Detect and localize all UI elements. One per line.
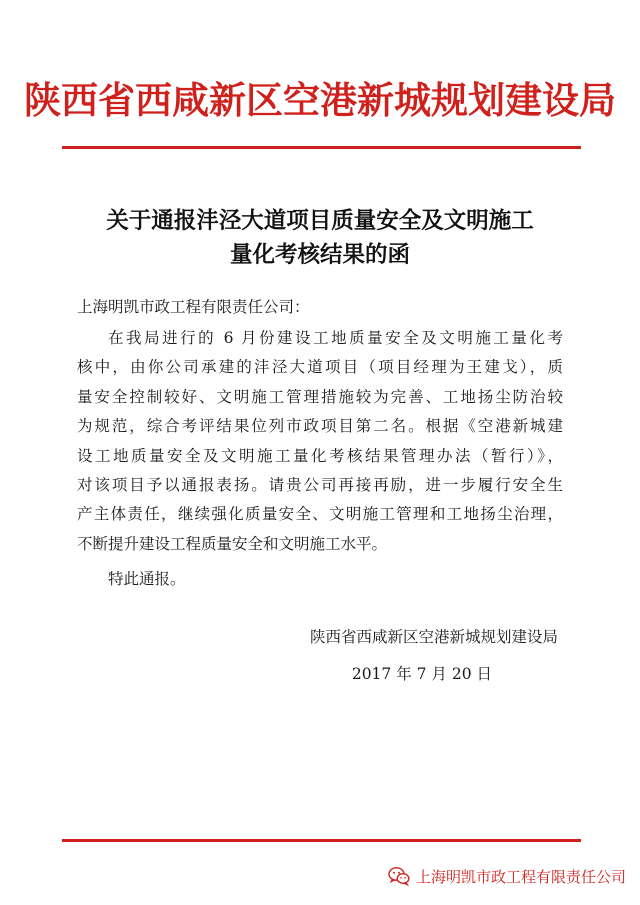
- document-title-line: 关于通报沣泾大道项目质量安全及文明施工: [106, 208, 534, 234]
- body-line: 量安全控制较好、文明施工管理措施较为完善、工地扬尘防治较: [77, 387, 563, 406]
- body-paragraph: [77, 324, 563, 559]
- body-line: 核中，由你公司承建的沣泾大道项目（项目经理为王建戈），质: [77, 358, 563, 377]
- body-line: 为规范，综合考评结果位列市政项目第二名。根据《空港新城建: [77, 417, 563, 436]
- body-line: 产主体责任，继续强化质量安全、文明施工管理和工地扬尘治理，: [77, 505, 563, 524]
- recipient: 上海明凯市政工程有限责任公司：: [77, 298, 310, 316]
- watermark-text: 上海明凯市政工程有限责任公司: [415, 867, 626, 886]
- wechat-icon: [388, 866, 410, 886]
- body-line: 设工地质量安全及文明施工量化考核结果管理办法（暂行）》，: [77, 446, 563, 465]
- header-divider: [62, 146, 581, 149]
- document-title: [70, 204, 570, 272]
- body-line: 在我局进行的 6 月份建设工地质量安全及文明施工量化考: [108, 329, 563, 347]
- closing-remark: 特此通报。: [108, 570, 186, 588]
- signature-date: 2017 年 7 月 20 日: [351, 665, 492, 683]
- issuing-organization-header: 陕西省西咸新区空港新城规划建设局: [24, 78, 616, 122]
- signature-organization: 陕西省西咸新区空港新城规划建设局: [309, 628, 558, 646]
- body-line: 对该项目予以通报表扬。请贵公司再接再励，进一步履行安全生: [77, 476, 563, 495]
- body-line: 不断提升建设工程质量安全和文明施工水平。: [77, 534, 388, 553]
- document-title-line: 量化考核结果的函: [229, 242, 410, 268]
- footer-divider: [62, 839, 581, 842]
- wechat-watermark: [388, 862, 626, 890]
